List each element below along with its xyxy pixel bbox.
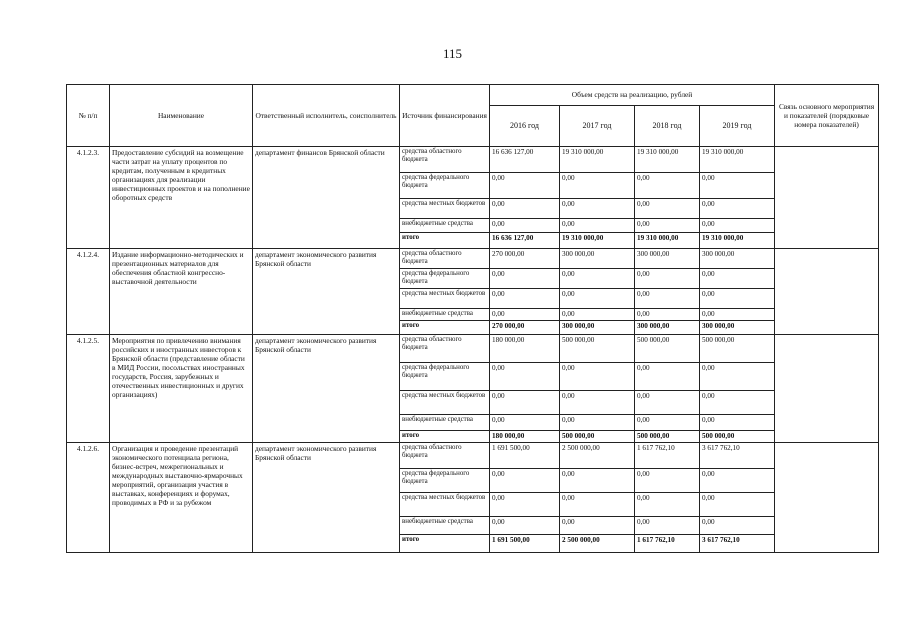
amount-cell: 1 691 500,00 xyxy=(490,442,560,468)
amount-cell: 0,00 xyxy=(700,468,775,492)
link-cell xyxy=(775,442,879,552)
amount-cell: 0,00 xyxy=(490,516,560,534)
source-label: средства федерального бюджета xyxy=(400,173,490,199)
source-label: средства областного бюджета xyxy=(400,249,490,269)
source-label: средства областного бюджета xyxy=(400,147,490,173)
amount-cell: 270 000,00 xyxy=(490,249,560,269)
budget-table xyxy=(66,84,879,553)
source-label: внебюджетные средства xyxy=(400,309,490,321)
amount-cell: 0,00 xyxy=(560,492,635,516)
amount-cell: 0,00 xyxy=(560,363,635,391)
source-label: внебюджетные средства xyxy=(400,219,490,233)
amount-cell: 0,00 xyxy=(700,269,775,289)
amount-cell: 0,00 xyxy=(635,289,700,309)
amount-cell: 16 636 127,00 xyxy=(490,233,560,249)
item-code: 4.1.2.3. xyxy=(67,147,110,249)
amount-cell: 19 310 000,00 xyxy=(635,147,700,173)
amount-cell: 500 000,00 xyxy=(635,335,700,363)
amount-cell: 16 636 127,00 xyxy=(490,147,560,173)
amount-cell: 0,00 xyxy=(635,516,700,534)
header-year: 2017 год xyxy=(560,106,635,147)
amount-cell: 300 000,00 xyxy=(635,321,700,335)
amount-cell: 3 617 762,10 xyxy=(700,442,775,468)
header-year: 2018 год xyxy=(635,106,700,147)
amount-cell: 0,00 xyxy=(700,199,775,219)
item-executor: департамент экономического развития Брянской области xyxy=(253,335,400,443)
source-label: средства областного бюджета xyxy=(400,335,490,363)
amount-cell: 300 000,00 xyxy=(700,321,775,335)
link-cell xyxy=(775,147,879,249)
amount-cell: 0,00 xyxy=(700,516,775,534)
amount-cell: 0,00 xyxy=(700,363,775,391)
amount-cell: 0,00 xyxy=(490,363,560,391)
source-label: средства федерального бюджета xyxy=(400,269,490,289)
header-source: Источник финансирования xyxy=(400,85,490,147)
amount-cell: 2 500 000,00 xyxy=(560,442,635,468)
amount-cell: 500 000,00 xyxy=(560,335,635,363)
amount-cell: 0,00 xyxy=(635,391,700,415)
amount-cell: 1 691 500,00 xyxy=(490,534,560,552)
amount-cell: 19 310 000,00 xyxy=(560,147,635,173)
amount-cell: 0,00 xyxy=(490,219,560,233)
item-executor: департамент финансов Брянской области xyxy=(253,147,400,249)
amount-cell: 0,00 xyxy=(700,289,775,309)
amount-cell: 0,00 xyxy=(490,173,560,199)
amount-cell: 1 617 762,10 xyxy=(635,442,700,468)
table-row xyxy=(67,249,879,269)
amount-cell: 0,00 xyxy=(635,173,700,199)
source-label: средства областного бюджета xyxy=(400,442,490,468)
amount-cell: 0,00 xyxy=(700,173,775,199)
source-label: внебюджетные средства xyxy=(400,415,490,431)
table-row xyxy=(67,442,879,468)
header-link: Связь основного мероприятия и показателей (порядковые номера показателей) xyxy=(775,85,879,147)
page-number: 115 xyxy=(442,46,463,61)
amount-cell: 0,00 xyxy=(560,289,635,309)
amount-cell: 300 000,00 xyxy=(560,321,635,335)
source-label: внебюджетные средства xyxy=(400,516,490,534)
amount-cell: 0,00 xyxy=(635,492,700,516)
link-cell xyxy=(775,249,879,335)
amount-cell: 300 000,00 xyxy=(635,249,700,269)
amount-cell: 19 310 000,00 xyxy=(635,233,700,249)
amount-cell: 0,00 xyxy=(700,492,775,516)
header-name: Наименование xyxy=(110,85,253,147)
amount-cell: 180 000,00 xyxy=(490,431,560,443)
amount-cell: 19 310 000,00 xyxy=(700,147,775,173)
amount-cell: 0,00 xyxy=(560,391,635,415)
amount-cell: 0,00 xyxy=(560,309,635,321)
amount-cell: 300 000,00 xyxy=(560,249,635,269)
header-year: 2019 год xyxy=(700,106,775,147)
amount-cell: 0,00 xyxy=(635,219,700,233)
link-cell xyxy=(775,335,879,443)
source-total: итого xyxy=(400,431,490,443)
source-label: средства местных бюджетов xyxy=(400,289,490,309)
table-row xyxy=(67,147,879,173)
amount-cell: 0,00 xyxy=(635,363,700,391)
amount-cell: 0,00 xyxy=(490,289,560,309)
table-header xyxy=(67,85,879,147)
amount-cell: 19 310 000,00 xyxy=(700,233,775,249)
amount-cell: 0,00 xyxy=(560,173,635,199)
amount-cell: 19 310 000,00 xyxy=(560,233,635,249)
item-executor: департамент экономического развития Брянской области xyxy=(253,442,400,552)
amount-cell: 0,00 xyxy=(560,516,635,534)
header-executor: Ответственный исполнитель, соисполнитель xyxy=(253,85,400,147)
amount-cell: 500 000,00 xyxy=(700,335,775,363)
source-label: средства федерального бюджета xyxy=(400,363,490,391)
source-total: итого xyxy=(400,534,490,552)
source-label: средства местных бюджетов xyxy=(400,391,490,415)
source-total: итого xyxy=(400,233,490,249)
amount-cell: 0,00 xyxy=(490,468,560,492)
amount-cell: 0,00 xyxy=(560,415,635,431)
source-label: средства федерального бюджета xyxy=(400,468,490,492)
source-label: средства местных бюджетов xyxy=(400,492,490,516)
amount-cell: 0,00 xyxy=(700,391,775,415)
item-name: Издание информационно-методических и презентационных материалов для обеспечения областной конгрессно-выставочной деятельности xyxy=(110,249,253,335)
item-name: Мероприятия по привлечению внимания российских и иностранных инвесторов к Брянской области (представление области в МИД России, посольствах иностранных государств, Россия, зарубежных и отечественных инвестиционных и других организациях) xyxy=(110,335,253,443)
item-name: Организация и проведение презентаций экономического потенциала региона, бизнес-встреч, межрегиональных и международных выставочно-ярмарочных мероприятий, организация участия в выставках, конференциях и форумах, проводимых в РФ и за рубежом xyxy=(110,442,253,552)
source-label: средства местных бюджетов xyxy=(400,199,490,219)
item-code: 4.1.2.6. xyxy=(67,442,110,552)
amount-cell: 0,00 xyxy=(635,199,700,219)
source-total: итого xyxy=(400,321,490,335)
amount-cell: 300 000,00 xyxy=(700,249,775,269)
amount-cell: 2 500 000,00 xyxy=(560,534,635,552)
header-num: № п/п xyxy=(67,85,110,147)
amount-cell: 0,00 xyxy=(490,415,560,431)
amount-cell: 270 000,00 xyxy=(490,321,560,335)
header-volume: Объем средств на реализацию, рублей xyxy=(490,85,775,106)
amount-cell: 3 617 762,10 xyxy=(700,534,775,552)
table-row xyxy=(67,335,879,363)
amount-cell: 180 000,00 xyxy=(490,335,560,363)
item-code: 4.1.2.5. xyxy=(67,335,110,443)
amount-cell: 0,00 xyxy=(700,415,775,431)
amount-cell: 500 000,00 xyxy=(635,431,700,443)
header-year: 2016 год xyxy=(490,106,560,147)
amount-cell: 0,00 xyxy=(560,269,635,289)
amount-cell: 0,00 xyxy=(560,199,635,219)
amount-cell: 0,00 xyxy=(490,492,560,516)
amount-cell: 0,00 xyxy=(490,199,560,219)
item-code: 4.1.2.4. xyxy=(67,249,110,335)
amount-cell: 0,00 xyxy=(560,468,635,492)
amount-cell: 500 000,00 xyxy=(560,431,635,443)
amount-cell: 1 617 762,10 xyxy=(635,534,700,552)
amount-cell: 0,00 xyxy=(560,219,635,233)
item-name: Предоставление субсидий на возмещение части затрат на уплату процентов по кредитам, полученным в кредитных организациях для реализации инвестиционных проектов и на пополнение оборотных средств xyxy=(110,147,253,249)
amount-cell: 0,00 xyxy=(635,468,700,492)
amount-cell: 0,00 xyxy=(635,415,700,431)
amount-cell: 0,00 xyxy=(700,219,775,233)
amount-cell: 0,00 xyxy=(635,309,700,321)
amount-cell: 0,00 xyxy=(490,269,560,289)
item-executor: департамент экономического развития Брянской области xyxy=(253,249,400,335)
amount-cell: 0,00 xyxy=(635,269,700,289)
amount-cell: 0,00 xyxy=(490,309,560,321)
table-body xyxy=(67,147,879,553)
amount-cell: 0,00 xyxy=(700,309,775,321)
amount-cell: 500 000,00 xyxy=(700,431,775,443)
amount-cell: 0,00 xyxy=(490,391,560,415)
